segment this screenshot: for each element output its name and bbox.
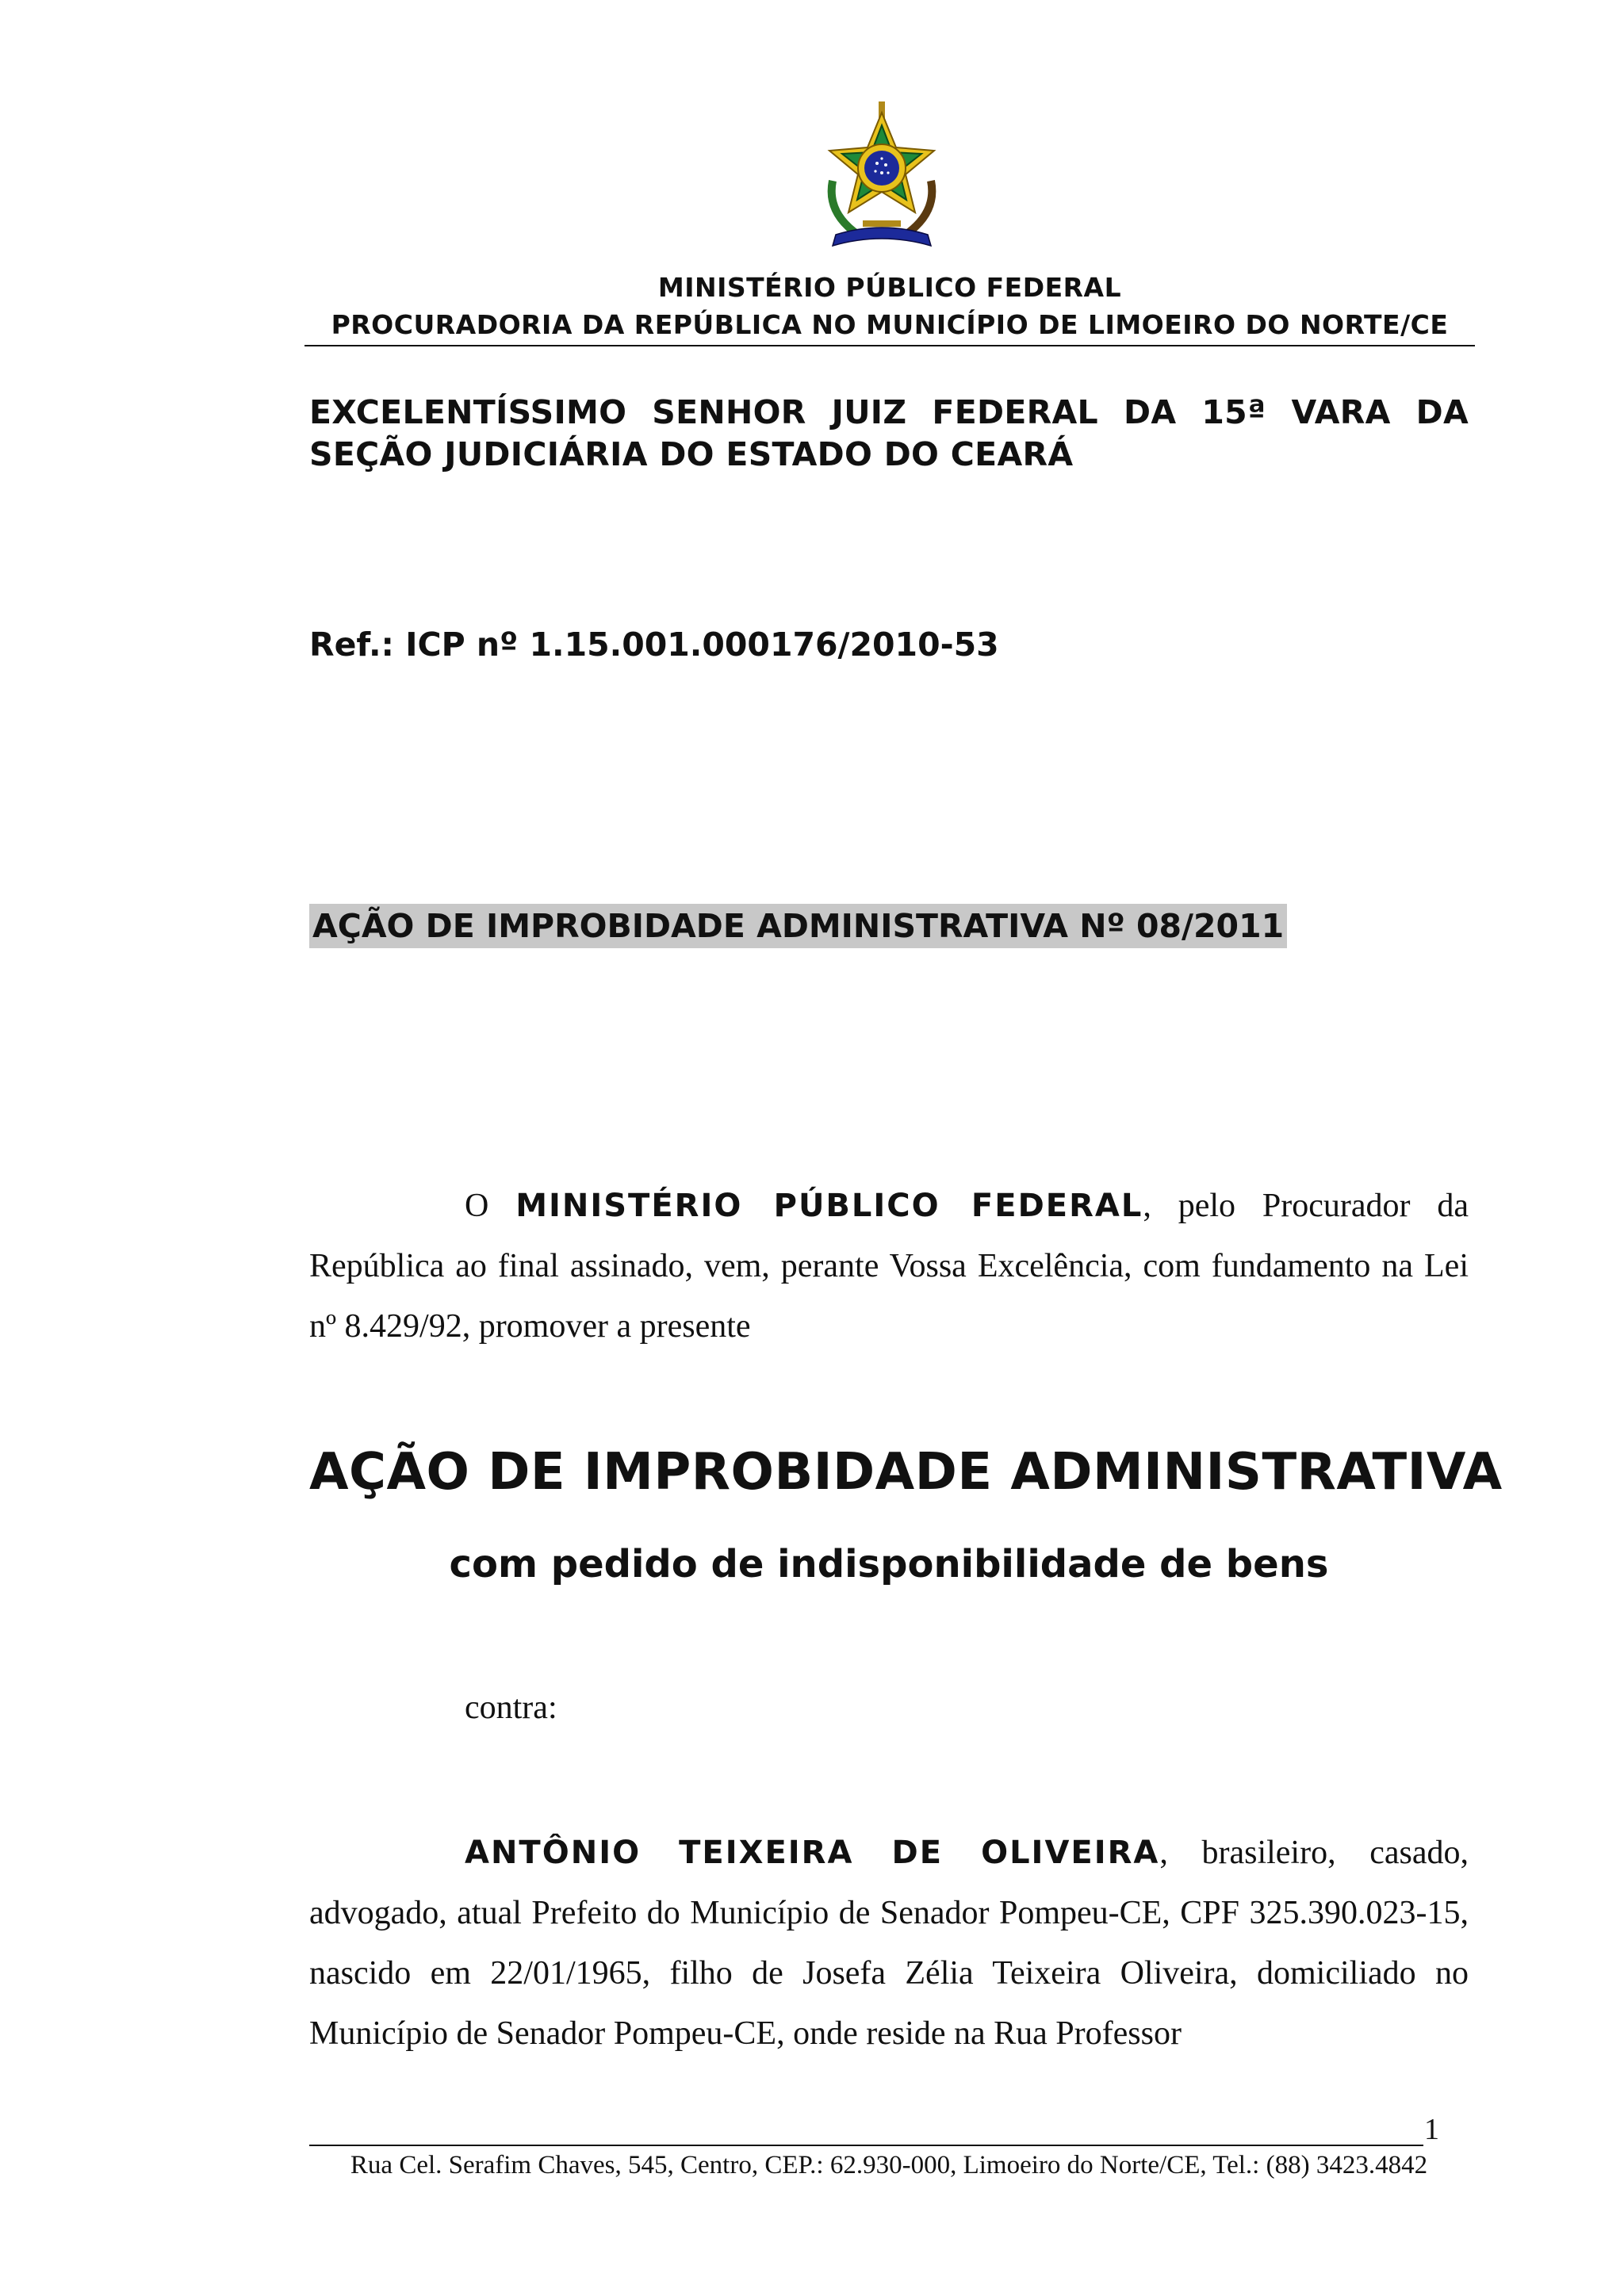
header-institution: MINISTÉRIO PÚBLICO FEDERAL bbox=[657, 272, 1122, 303]
page-number: 1 bbox=[1424, 2113, 1439, 2146]
footer-address: Rua Cel. Serafim Chaves, 545, Centro, CEP.: 62.930-000, Limoeiro do Norte/CE, Tel.: (88) 3423.4842 bbox=[350, 2151, 1428, 2179]
header-divider bbox=[304, 345, 1475, 346]
action-title: AÇÃO DE IMPROBIDADE ADMINISTRATIVA bbox=[309, 1443, 1503, 1502]
footer-divider bbox=[309, 2145, 1423, 2146]
reference-number: Ref.: ICP nº 1.15.001.000176/2010-53 bbox=[309, 626, 999, 664]
intro-paragraph bbox=[309, 1176, 1469, 1357]
addressee: EXCELENTÍSSIMO SENHOR JUIZ FEDERAL DA 15ª VARA DA SEÇÃO JUDICIÁRIA DO ESTADO DO CEARÁ bbox=[309, 393, 1469, 473]
header-office: PROCURADORIA DA REPÚBLICA NO MUNICÍPIO DE LIMOEIRO DO NORTE/CE bbox=[331, 309, 1449, 340]
action-subtitle: com pedido de indisponibilidade de bens bbox=[449, 1542, 1329, 1586]
defendant-text: , brasileiro, casado, advogado, atual Prefeito do Município de Senador Pompeu-CE, CPF 325.390.023-15, nascido em 22/01/1965, filho de Josefa Zélia Teixeira Oliveira, domiciliado no Município de Senador Pompeu-CE, onde reside na Rua Professor bbox=[309, 1835, 1469, 2052]
brazil-coat-of-arms-icon bbox=[810, 101, 953, 257]
defendant-paragraph bbox=[309, 1823, 1469, 2064]
intro-text: , pelo Procurador da República ao final assinado, vem, perante Vossa Excelência, com fundamento na Lei nº 8.429/92, promover a presente bbox=[309, 1188, 1469, 1345]
action-number-highlighted: AÇÃO DE IMPROBIDADE ADMINISTRATIVA Nº 08/2011 bbox=[309, 904, 1287, 948]
intro-article: O bbox=[465, 1188, 489, 1224]
contra-label: contra: bbox=[465, 1689, 557, 1726]
defendant-name: ANTÔNIO TEIXEIRA DE OLIVEIRA bbox=[465, 1835, 1160, 1871]
intro-entity: MINISTÉRIO PÚBLICO FEDERAL bbox=[515, 1188, 1143, 1224]
